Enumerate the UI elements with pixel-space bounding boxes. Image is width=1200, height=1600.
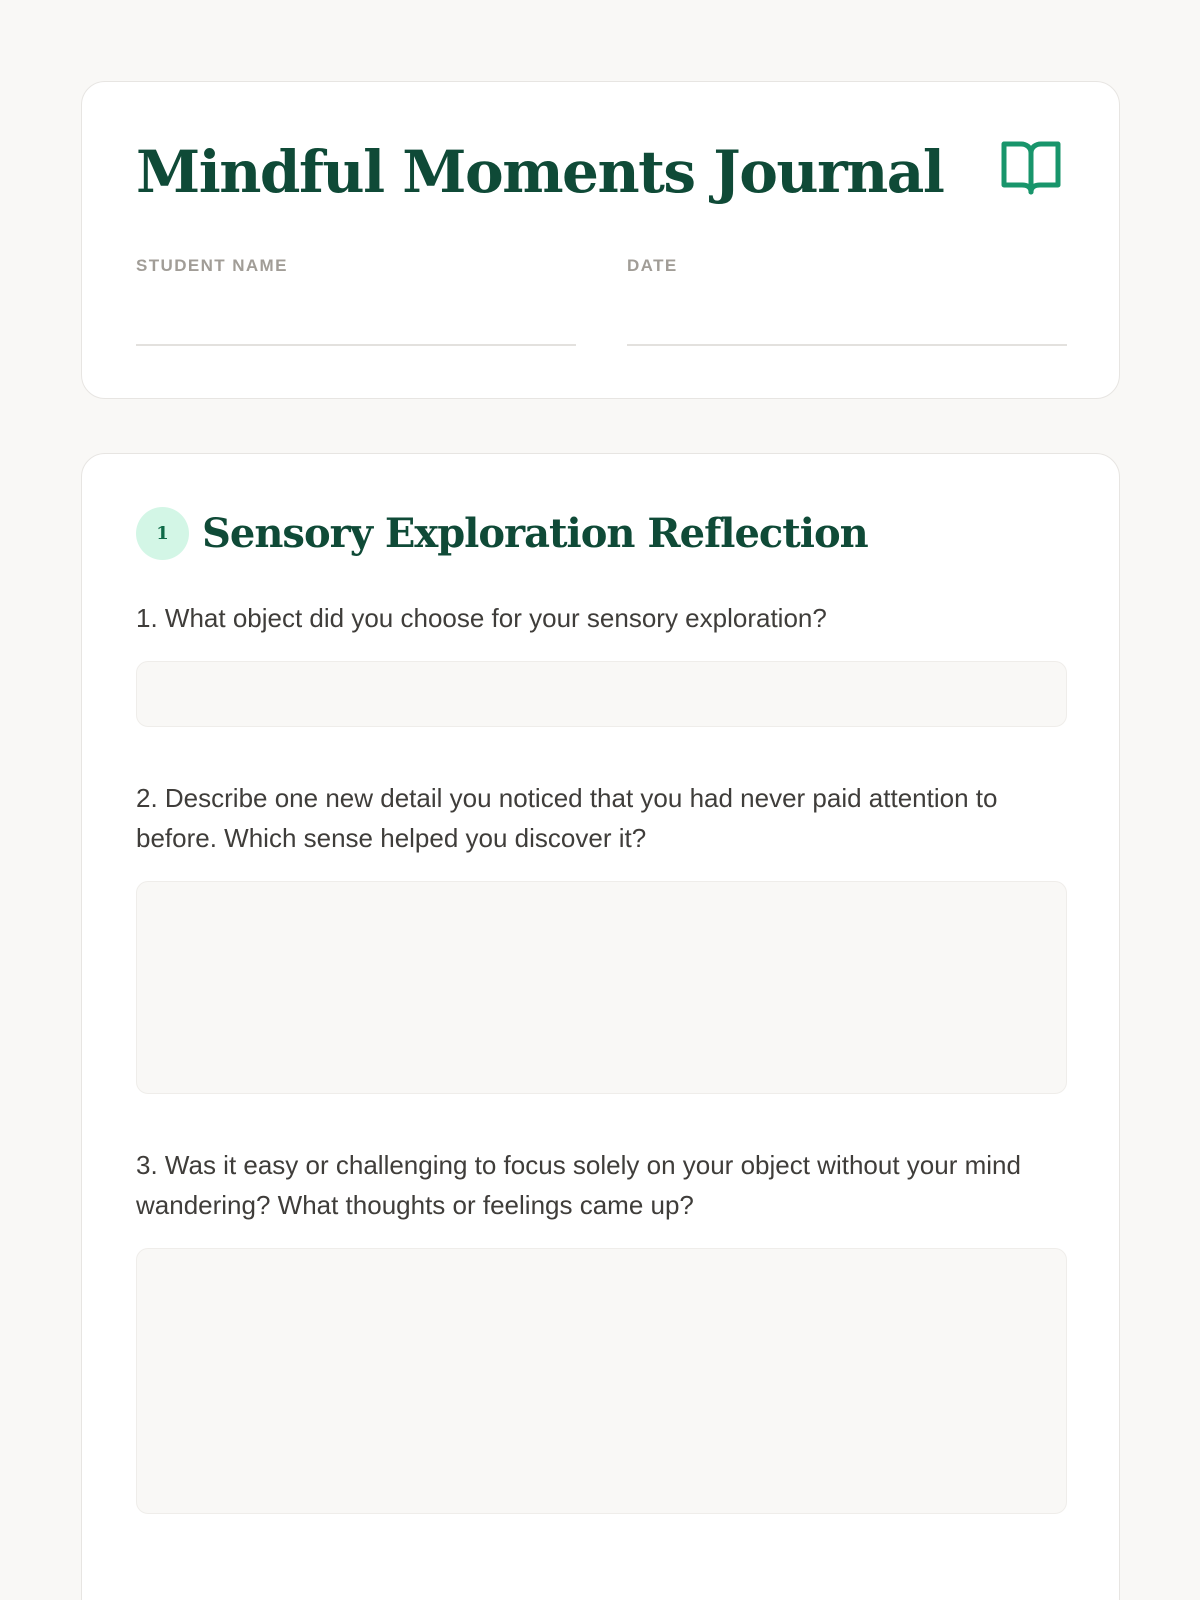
page-title: Mindful Moments Journal bbox=[136, 138, 944, 206]
section-header bbox=[136, 507, 868, 560]
question-2-answer[interactable] bbox=[136, 881, 1067, 1094]
student-name-input[interactable] bbox=[136, 308, 576, 346]
reflection-section-card bbox=[81, 453, 1120, 1600]
section-number-badge: 1 bbox=[136, 507, 189, 560]
question-2-text: 2. Describe one new detail you noticed that you had never paid attention to before. Which sense helped you discover it? bbox=[136, 783, 998, 853]
date-input[interactable] bbox=[627, 308, 1067, 346]
date-label: DATE bbox=[627, 256, 678, 275]
question-3-text: 3. Was it easy or challenging to focus solely on your object without your mind wandering? What thoughts or feelings came up? bbox=[136, 1150, 1021, 1220]
question-1-text: 1. What object did you choose for your sensory exploration? bbox=[136, 603, 827, 633]
book-open-icon bbox=[999, 138, 1063, 198]
journal-header-card bbox=[81, 81, 1120, 399]
date-field bbox=[627, 256, 1067, 346]
student-name-field bbox=[136, 256, 576, 346]
question-3-answer[interactable] bbox=[136, 1248, 1067, 1514]
section-title: Sensory Exploration Reflection bbox=[202, 510, 868, 557]
question-1-answer[interactable] bbox=[136, 661, 1067, 727]
student-name-label: STUDENT NAME bbox=[136, 256, 288, 275]
